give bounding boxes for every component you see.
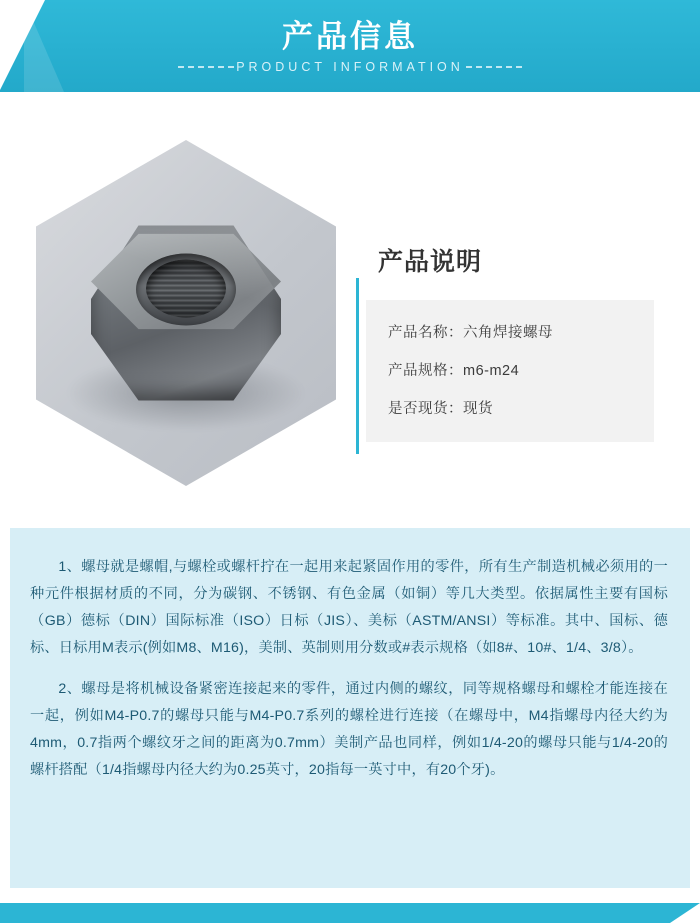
page-header-banner (0, 0, 700, 92)
page-title: 产品信息 (282, 18, 418, 54)
header-dash-right (466, 66, 522, 68)
spec-row-name: 产品名称：六角焊接螺母 (388, 325, 553, 341)
product-section (0, 92, 700, 522)
info-accent-line (356, 278, 359, 454)
product-spec-box (366, 300, 654, 442)
description-paragraph-2: 2、螺母是将机械设备紧密连接起来的零件，通过内侧的螺纹，同等规格螺母和螺栓才能连接在一起，例如M4-P0.7的螺母只能与M4-P0.7系列的螺栓进行连接（在螺母中，M4指螺母内径大约为4mm，0.7指两个螺纹牙之间的距离为0.7mm）美制产品也同样，例如1/4-20的螺母只能与1/4-20的螺杆搭配（1/4指螺母内径大约为0.25英寸，20指每一英寸中，有20个牙)。 (30, 681, 668, 778)
footer-bar-notch (670, 903, 700, 923)
product-image (36, 140, 336, 486)
header-text-group (0, 0, 700, 92)
description-paragraph-1: 1、螺母就是螺帽,与螺栓或螺杆拧在一起用来起紧固作用的零件，所有生产制造机械必须用的一种元件根据材质的不同，分为碳钢、不锈钢、有色金属（如铜）等几大类型。依据属性主要有国标（GB）德标（DIN）国际标准（ISO）日标（JIS）、美标（ASTM/ANSI）等标准。其中、国标、德标、日标用M表示(例如M8、M16)，美制、英制则用分数或#表示规格（如8#、10#、1/4、3/8）。 (30, 559, 668, 656)
product-description-block (10, 528, 690, 888)
hex-weld-nut-illustration (91, 226, 281, 401)
page-subtitle: PRODUCT INFORMATION (236, 59, 464, 74)
spec-row-stock: 是否现货：现货 (388, 401, 493, 417)
product-image-hexagon-frame (36, 140, 346, 490)
footer-bar (0, 903, 700, 923)
spec-row-size: 产品规格：m6-m24 (388, 363, 520, 379)
header-dash-left (178, 66, 234, 68)
nut-highlight (91, 226, 281, 401)
product-info-card (366, 242, 668, 442)
product-section-title: 产品说明 (378, 248, 483, 276)
